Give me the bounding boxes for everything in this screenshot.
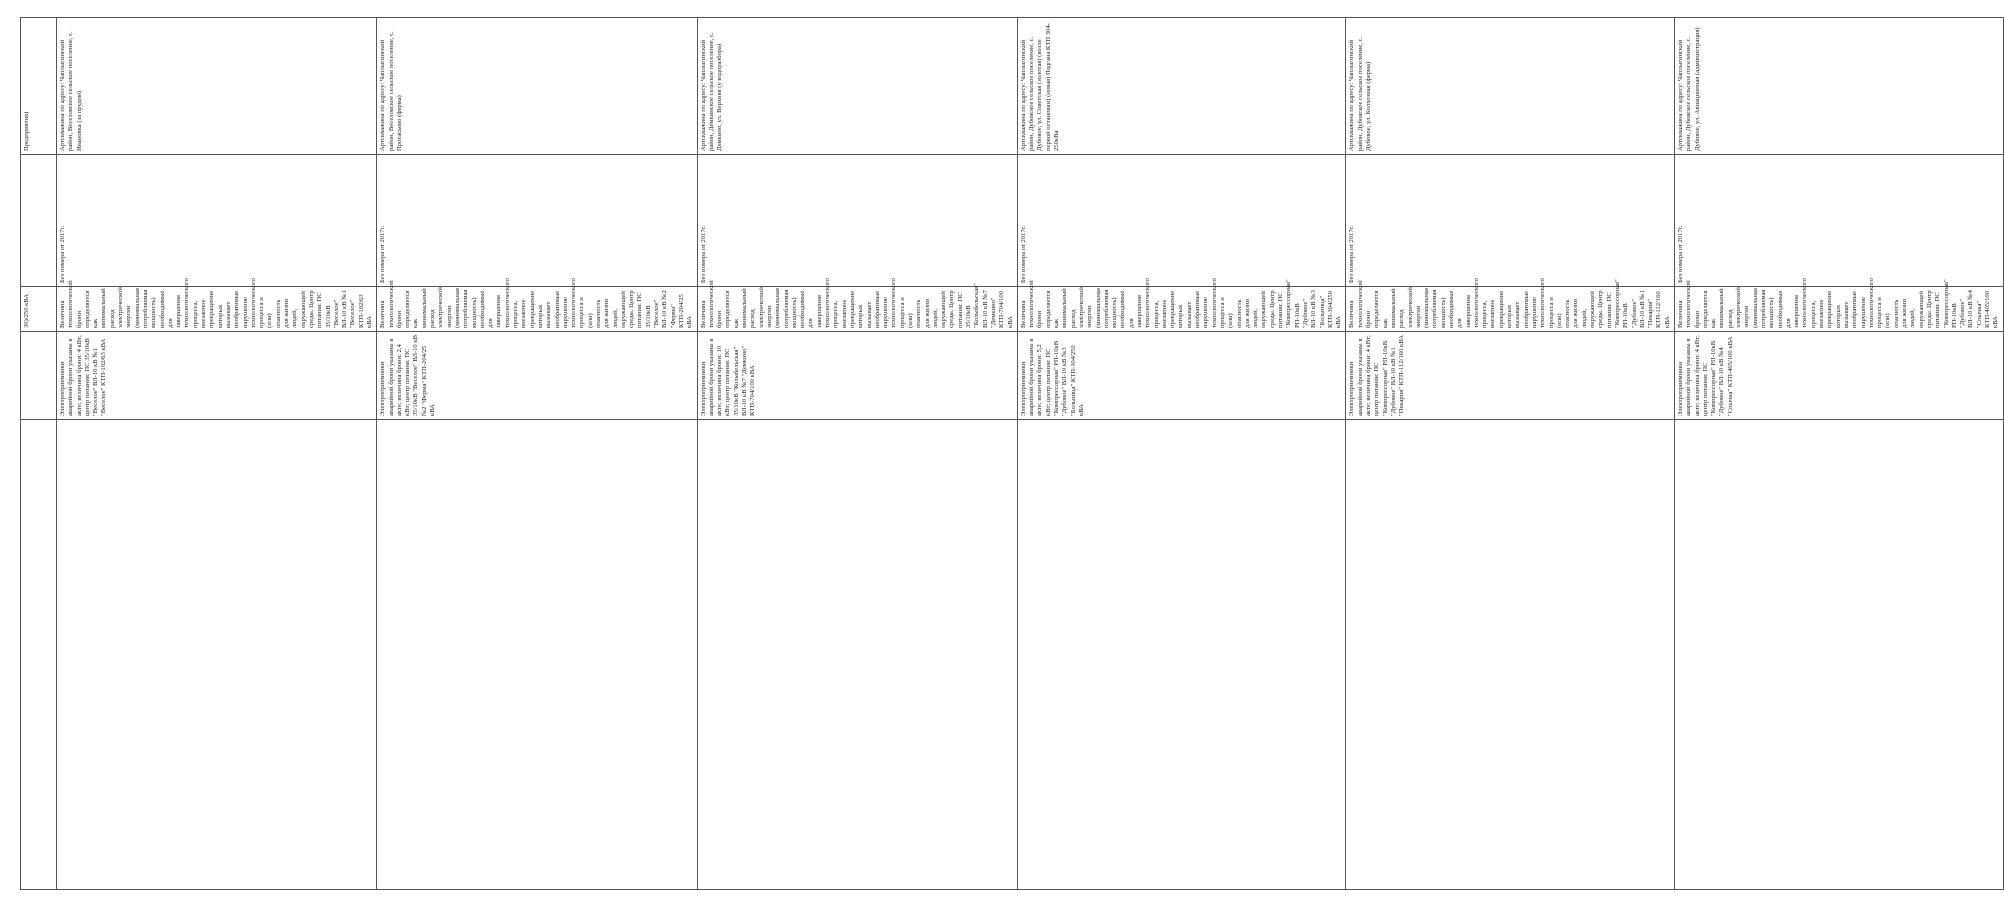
table-row [21,18,57,890]
table-row [377,18,697,890]
tech-cell: Величина технологической брони определяется как минимальный расход электрической энергии (минимальная потребляемая мощность) необходимые для завершения технологического процесса, внезапное прекращение которых вызывает необратимые нарушение технологического процесса и (или) опасность для жизни людей, окружающей среды. Центр питания: ПС "Компрессорная" РП-10кВ "Дубовое" ВЛ-10 кВ №3 "Больница" КТП-304/250 кВА [1017,287,1346,332]
empty-cell [1346,420,1675,890]
empty-cell [1675,420,2004,890]
number-cell: Без номера от 2017г. [377,155,697,287]
tech-cell: Величина технологической брони определяется как минимальный расход электрической энергии (минимальная потребляемая мощность) необходимые для завершения технологического процесса, внезапное прекращение которых вызывает необратимые нарушение технологического процесса и (или) опасность для жизни людей, окружающей среды. Центр питания: ПС "Компрессорная" РП-10кВ "Дубовое" ВЛ-10 кВ №1 "Пекарня" КТП-112/160 кВА [1346,287,1675,332]
empty-cell [57,420,377,890]
address-cell: Артскважина по адресу: Чаплыгинский район, Веселовское сельское поселение, с. Протасьево (ферма) [377,18,697,155]
emergency-cell: Электроприемники аварийной брони указаны в акте; величина брони: 5,2 кВт; центр питания: ПС "Компрессорная" РП-10кВ "Дубовое" ВЛ-10 кВ №3 "Больница" КТП-304/250 кВА [1017,332,1346,420]
emergency-cell: Электроприемники аварийной брони указаны в акте; величина брони: 4 кВт; центр питания: ПС 35/10кВ "Веселое" ВЛ-10 кВ №1 "Веселое" КТП-102/63 кВА [57,332,377,420]
tech-cell: Величина технологической брони определяется как минимальный расход электрической энергии (минимальная потребляемая мощность) необходимые для завершения технологического процесса, внезапное прекращение которых вызывает необратимые нарушение технологического процесса и (или) опасность для жизни людей, окружающей среды. Центр питания: ПС 35/10кВ "Веселое" ВЛ-10 кВ №1 "Веселое" КТП-102/63 кВА [57,287,377,332]
table-row [1346,18,1675,890]
number-cell: Без номера от 2017г. [1346,155,1675,287]
emergency-cell: Электроприемники аварийной брони указаны в акте; величина брони: 10 кВт; центр питания: ПС 35/10кВ "Колыбельская" ВЛ-10 кВ №7 "Демкино" КТП-704/100 кВА [697,332,1017,420]
address-cell: Артскважина по адресу: Чаплыгинский район, Дубовское сельское поселение, с. Дубовое, ул. Авиационная (администрация) [1675,18,2004,155]
address-cell: Артскважина по адресу: Чаплыгинский район, Дубовское сельское поселение, с. Дубовое, ул. Советская (золотая) (возле первой остановки) (новая) Подгана КТП 304-250кВа [1017,18,1346,155]
tech-cell: Величина технологической брони определяется как минимальный расход электрической энергии (минимальная потребляемая мощность) необходимые для завершения технологического процесса, внезапное прекращение которых вызывает необратимые нарушение технологического процесса и (или) опасность для жизни людей, окружающей среды. Центр питания: ПС 35/10кВ "Веселое" ВЛ-10 кВ №2 "Ферма" КТП-204/25 кВА [377,287,697,332]
number-cell [21,155,57,287]
table-row [57,18,377,890]
empty-cell [21,420,57,890]
tech-cell: 30)/250 кВА [21,287,57,332]
number-cell: Без номера от 2017г. [1675,155,2004,287]
emergency-cell: Электроприемники аварийной брони указаны в акте; величина брони: 4 кВт; центр питания: ПС "Компрессорная" РП-10кВ "Дубовое" ВЛ-10 кВ №4 "Спычка" КТП-405/100 кВА [1675,332,2004,420]
number-cell: Без номера от 2017г. [57,155,377,287]
address-cell: Предприятия) [21,18,57,155]
address-cell: Артскважина по адресу: Чаплыгинский район, Веселовское сельское поселение, с. Ивановка (за прудом) [57,18,377,155]
table-row [1675,18,2004,890]
emergency-cell: Электроприемники аварийной брони указаны в акте; величина брони: 2,4 кВт; центр питания: ПС 35/10кВ "Веселое" ВЛ-10 кВ №2 "Ферма" КТП-204/25 кВА [377,332,697,420]
address-cell: Артскважина по адресу: Чаплыгинский район, Дубовское сельское поселение, с. Дубовое, ул. Колхозная (ферма) [1346,18,1675,155]
table-row [1017,18,1346,890]
emergency-cell [21,332,57,420]
number-cell: Без номера от 2017г. [1017,155,1346,287]
tech-cell: Величина технологической брони определяется как минимальный расход электрической энергии (минимальная потребляемая мощность) необходимые для завершения технологического процесса, внезапное прекращение которых вызывает необратимые нарушение технологического процесса и (или) опасность для жизни людей, окружающей среды. Центр питания: ПС "Компрессорная" РП-10кВ "Дубовое" ВЛ-10 кВ №4 "Спычка" КТП-405/100 кВА [1675,287,2004,332]
address-cell: Артскважина по адресу: Чаплыгинский район, Демкинское сельское поселение, с. Демкино, ул. Верхняя (у водоразбора) [697,18,1017,155]
number-cell: Без номера от 2017г. [697,155,1017,287]
empty-cell [1017,420,1346,890]
reservation-table [20,17,2004,890]
tech-cell: Величина технологической брони определяется как минимальный расход электрической энергии (минимальная потребляемая мощность) необходимые для завершения технологического процесса, внезапное прекращение которых вызывает необратимые нарушение технологического процесса и (или) опасность для жизни людей, окружающей среды. Центр питания: ПС 35/10кВ "Колыбельская" ВЛ-10 кВ №7 "Демкино" КТП-704/100 кВА [697,287,1017,332]
empty-cell [697,420,1017,890]
empty-cell [377,420,697,890]
rotated-table-wrapper [20,18,2000,890]
emergency-cell: Электроприемники аварийной брони указаны в акте; величина брони: 4 кВт; центр питания: ПС "Компрессорная" РП-10кВ "Дубовое" ВЛ-10 кВ №1 "Пекарня" КТП-112/160 кВА [1346,332,1675,420]
table-row [697,18,1017,890]
